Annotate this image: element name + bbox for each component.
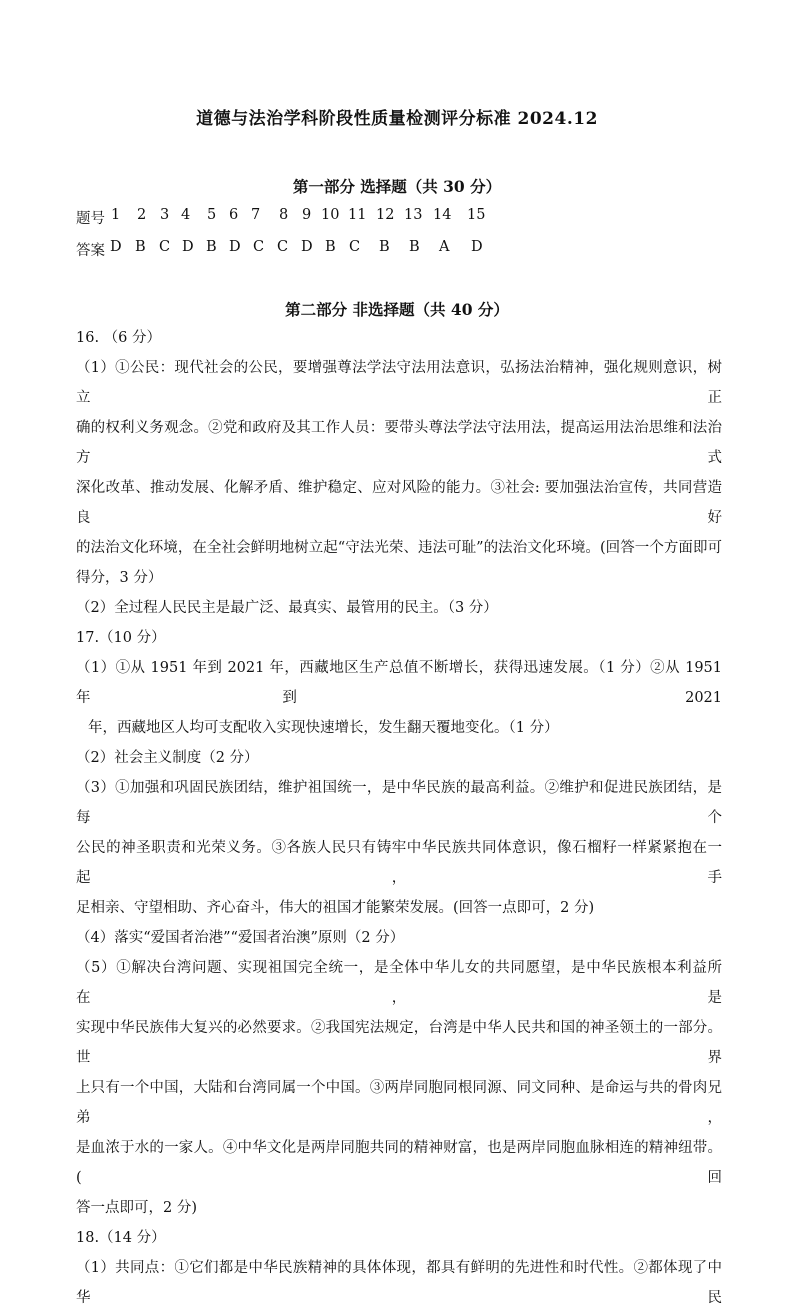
q17-answer-5-line: 上只有一个中国，大陆和台湾同属一个中国。③两岸同胞同根同源、同文同种、是命运与共的骨肉兄弟，	[76, 1080, 722, 1126]
q17-answer-3-line: 足相亲、守望相助、齐心奋斗，伟大的祖国才能繁荣发展。(回答一点即可，2 分)	[76, 900, 595, 916]
q17-answer-3-line: 公民的神圣职责和光荣义务。③各族人民只有铸牢中华民族共同体意识，像石榴籽一样紧紧抱在一起，手	[76, 840, 722, 886]
question-number: 8	[279, 207, 289, 223]
q17-heading: 17.（10 分）	[76, 630, 166, 646]
answer-letter: C	[349, 239, 361, 255]
q16-answer-1-line: 得分，3 分）	[76, 570, 163, 586]
q16-answer-1-line: 的法治文化环境，在全社会鲜明地树立起“守法光荣、违法可耻”的法治文化环境。(回答一个方面即可	[76, 540, 722, 556]
question-number: 10	[321, 207, 340, 223]
q18-answer-1-line: （1）共同点：①它们都是中华民族精神的具体体现，都具有鲜明的先进性和时代性。②都体现了中华民	[76, 1260, 722, 1306]
question-number: 13	[404, 207, 423, 223]
q17-answer-5	[76, 953, 722, 1223]
answer-letter: C	[253, 239, 265, 255]
question-number: 12	[376, 207, 395, 223]
q17-answer-1-line: 年，西藏地区人均可支配收入实现快速增长，发生翻天覆地变化。（1 分）	[88, 720, 559, 736]
question-number: 9	[302, 207, 312, 223]
q16-answer-1	[76, 353, 722, 593]
row-label-answer: 答案	[76, 243, 105, 259]
q17-answer-5-line: 实现中华民族伟大复兴的必然要求。②我国宪法规定，台湾是中华人民共和国的神圣领土的一部分。世界	[76, 1020, 722, 1066]
page-title: 道德与法治学科阶段性质量检测评分标准 2024.12	[196, 109, 598, 129]
answer-letter: D	[229, 239, 241, 255]
q17-answer-5-line: （5）①解决台湾问题、实现祖国完全统一，是全体中华儿女的共同愿望，是中华民族根本利益所在，是	[76, 960, 722, 1006]
question-number: 15	[467, 207, 486, 223]
question-number: 1	[111, 207, 121, 223]
answer-letter: B	[135, 239, 146, 255]
row-label-number: 题号	[76, 211, 105, 227]
q17-answer-2: （2）社会主义制度（2 分）	[76, 750, 259, 766]
answer-letter: C	[277, 239, 289, 255]
question-number: 5	[207, 207, 217, 223]
part2-answers	[76, 323, 722, 1313]
answer-letter: D	[471, 239, 483, 255]
question-number: 4	[181, 207, 191, 223]
question-number: 11	[348, 207, 367, 223]
answer-letter: B	[379, 239, 390, 255]
q16-answer-1-line: （1）①公民：现代社会的公民，要增强尊法学法守法用法意识，弘扬法治精神，强化规则意识，树立正	[76, 360, 722, 406]
answer-letter: C	[159, 239, 171, 255]
q17-answer-1	[76, 653, 722, 743]
q16-answer-1-line: 深化改革、推动发展、化解矛盾、维护稳定、应对风险的能力。③社会: 要加强法治宣传，共同营造良好	[76, 480, 722, 526]
answer-letter: D	[301, 239, 313, 255]
answer-letter: A	[439, 239, 450, 255]
part1-heading: 第一部分 选择题（共 30 分）	[292, 177, 502, 196]
q17-answer-4: （4）落实“爱国者治港”“爱国者治澳”原则（2 分）	[76, 930, 405, 946]
question-number: 14	[433, 207, 452, 223]
q17-answer-5-line: 答一点即可，2 分)	[76, 1200, 197, 1216]
q17-answer-1-line: （1）①从 1951 年到 2021 年，西藏地区生产总值不断增长，获得迅速发展。（1 分）②从 1951 年到 2021	[76, 660, 722, 706]
q16-heading: 16. （6 分）	[76, 330, 162, 346]
q17-answer-3	[76, 773, 722, 923]
answer-letter: B	[409, 239, 420, 255]
question-number: 3	[160, 207, 170, 223]
q16-answer-1-line: 确的权利义务观念。②党和政府及其工作人员：要带头尊法学法守法用法，提高运用法治思维和法治方式	[76, 420, 722, 466]
q17-answer-3-line: （3）①加强和巩固民族团结，维护祖国统一，是中华民族的最高利益。②维护和促进民族团结，是每个	[76, 780, 722, 826]
q18-answer-1	[76, 1253, 722, 1313]
answer-letter: B	[206, 239, 217, 255]
answer-letter: B	[325, 239, 336, 255]
answer-letter: D	[182, 239, 194, 255]
q17-answer-5-line: 是血浓于水的一家人。④中华文化是两岸同胞共同的精神财富，也是两岸同胞血脉相连的精神纽带。(回	[76, 1140, 722, 1186]
question-number: 6	[229, 207, 239, 223]
question-number: 7	[251, 207, 261, 223]
q16-answer-2: （2）全过程人民民主是最广泛、最真实、最管用的民主。（3 分）	[76, 600, 498, 616]
answer-letter: D	[110, 239, 122, 255]
question-number: 2	[137, 207, 147, 223]
part2-heading: 第二部分 非选择题（共 40 分）	[285, 300, 509, 319]
q18-heading: 18.（14 分）	[76, 1230, 166, 1246]
